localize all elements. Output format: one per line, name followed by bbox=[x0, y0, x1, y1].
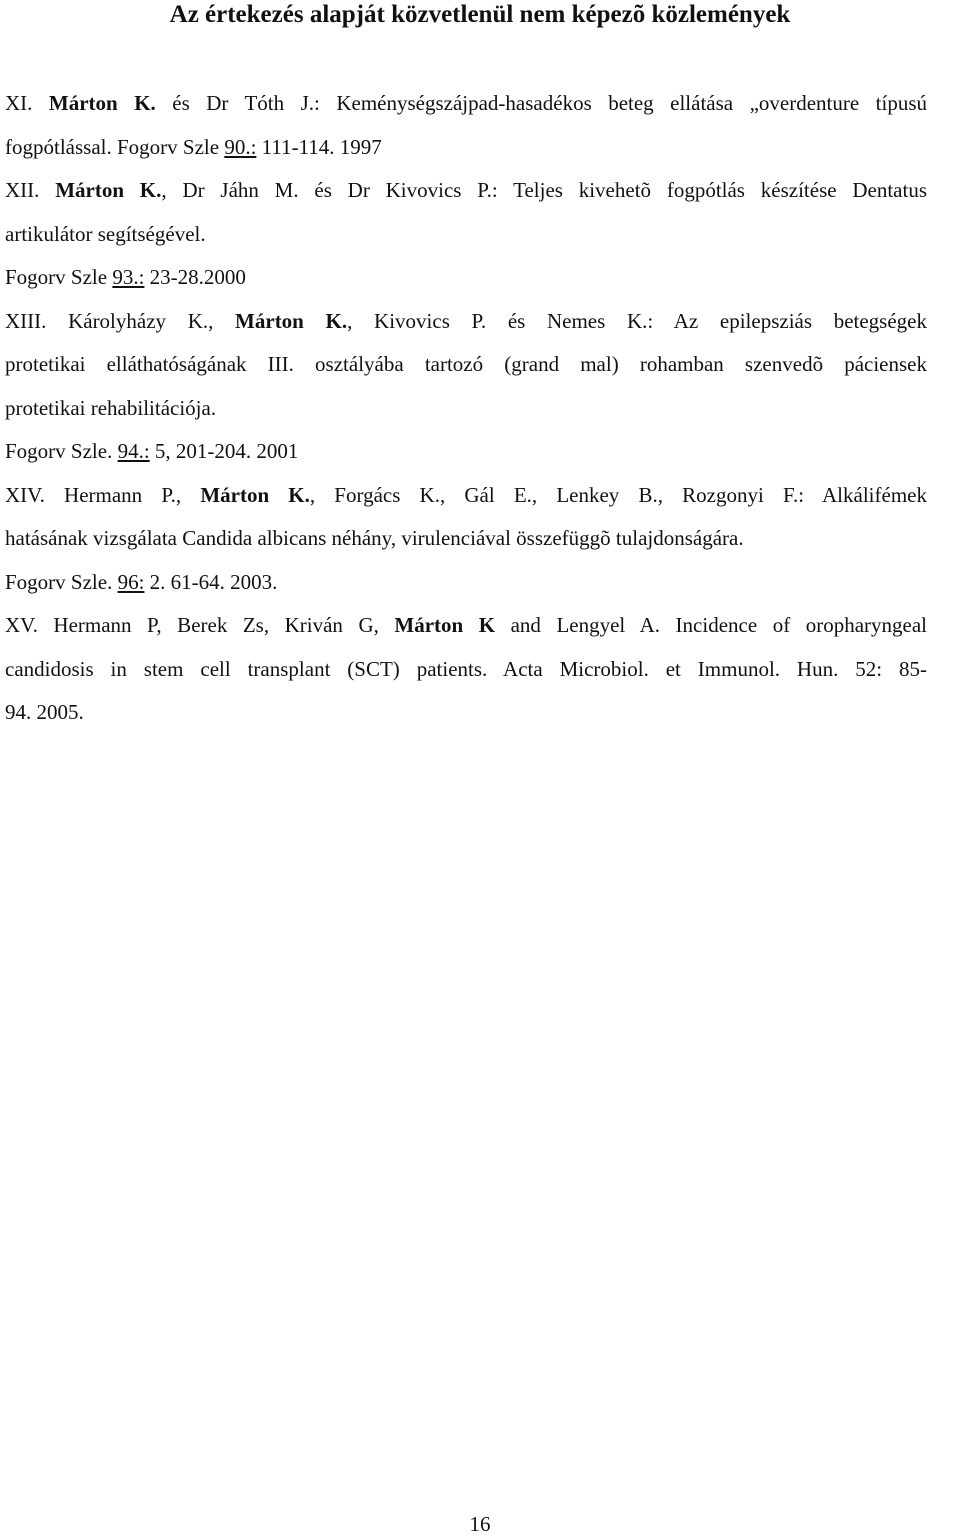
citation-text: , Forgács K., Gál E., Lenkey B., Rozgonyi F.: Alkálifémek bbox=[309, 482, 927, 507]
journal-volume: 90.: bbox=[224, 134, 257, 159]
publication-line bbox=[5, 300, 927, 344]
publication-list bbox=[5, 82, 927, 735]
citation-text: fogpótlással. Fogorv Szle bbox=[5, 134, 225, 159]
author-highlight: Márton K bbox=[394, 613, 496, 637]
item-number: XI. bbox=[5, 91, 33, 115]
item-number: XIII. bbox=[5, 308, 47, 333]
page-title: Az értekezés alapját közvetlenül nem képezõ közlemények bbox=[169, 1, 791, 28]
publication-line: protetikai rehabilitációja. bbox=[5, 395, 217, 420]
publication-line bbox=[5, 126, 927, 170]
publication-line bbox=[5, 474, 927, 518]
citation-text: 111-114. 1997 bbox=[256, 134, 382, 159]
journal-volume: 93.: bbox=[112, 265, 145, 289]
publication-item-12 bbox=[5, 169, 927, 300]
journal-volume: 94.: bbox=[117, 439, 150, 463]
publication-line: artikulátor segítségével. bbox=[5, 221, 206, 246]
publication-line bbox=[5, 256, 927, 300]
citation-text: Károlyházy K., bbox=[46, 308, 236, 333]
author-highlight: Márton K. bbox=[48, 91, 156, 115]
publication-line bbox=[5, 82, 927, 126]
author-highlight: Márton K. bbox=[235, 308, 348, 333]
journal-volume: 96: bbox=[117, 569, 145, 594]
publication-line bbox=[5, 604, 927, 648]
publication-item-13 bbox=[5, 300, 927, 474]
item-number: XV. bbox=[5, 613, 38, 637]
citation-text: and Lengyel A. Incidence of oropharyngeal bbox=[495, 613, 927, 637]
citation-text: Fogorv Szle. bbox=[5, 569, 118, 594]
publication-line bbox=[5, 561, 927, 605]
citation-text: , Dr Jáhn M. és Dr Kivovics P.: Teljes kivehetõ fogpótlás készítése Dentatus bbox=[161, 178, 928, 202]
page-number: 16 bbox=[469, 1512, 491, 1536]
item-number: XIV. bbox=[5, 482, 45, 507]
citation-text: és Dr Tóth J.: Keménységszájpad-hasadékos beteg ellátása „overdenture típusú bbox=[155, 91, 928, 115]
publication-item-15 bbox=[5, 604, 927, 735]
citation-text: Hermann P, Berek Zs, Kriván G, bbox=[37, 613, 395, 637]
author-highlight: Márton K. bbox=[200, 482, 310, 507]
publication-line: 94. 2005. bbox=[5, 700, 84, 724]
publication-line: hatásának vizsgálata Candida albicans néhány, virulenciával összefüggõ tulajdonságára. bbox=[5, 526, 744, 550]
citation-text: , Kivovics P. és Nemes K.: Az epilepsziás betegségek bbox=[347, 308, 927, 333]
publication-item-14 bbox=[5, 474, 927, 605]
citation-text: Hermann P., bbox=[44, 482, 201, 507]
citation-text: 2. 61-64. 2003. bbox=[144, 569, 278, 594]
item-number: XII. bbox=[5, 178, 40, 202]
citation-text: Fogorv Szle bbox=[5, 265, 113, 289]
publication-item-11 bbox=[5, 82, 927, 169]
publication-line: protetikai elláthatóságának III. osztályába tartozó (grand mal) rohamban szenvedõ páciensek bbox=[5, 352, 927, 376]
publication-line: candidosis in stem cell transplant (SCT) patients. Acta Microbiol. et Immunol. Hun. 52: 85- bbox=[5, 656, 927, 681]
author-highlight: Márton K. bbox=[55, 178, 162, 202]
publication-line bbox=[5, 169, 927, 213]
citation-text: 5, 201-204. 2001 bbox=[149, 439, 299, 463]
publication-line bbox=[5, 430, 927, 474]
citation-text: Fogorv Szle. bbox=[5, 439, 118, 463]
citation-text: 23-28.2000 bbox=[144, 265, 246, 289]
